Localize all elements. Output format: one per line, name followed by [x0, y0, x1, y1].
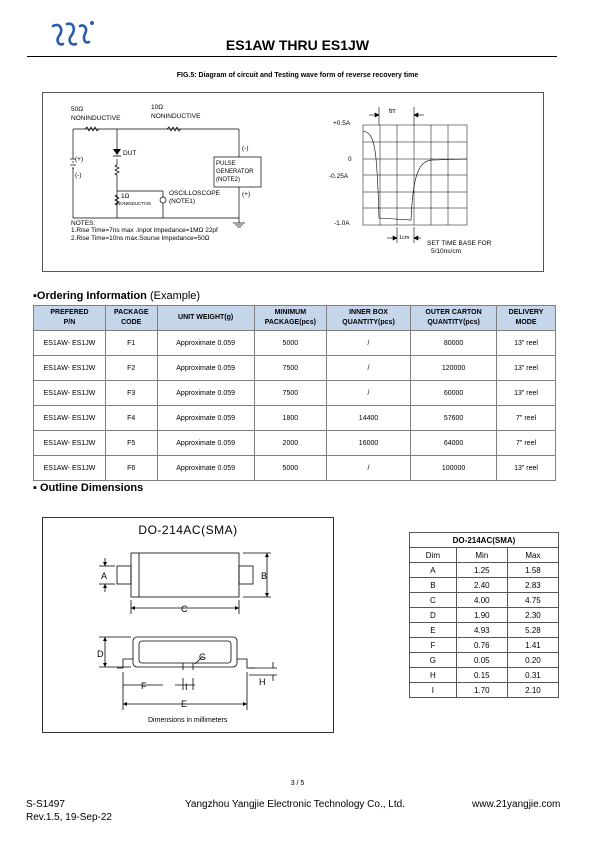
dimensions-table [409, 532, 559, 698]
cell-weight: Approximate 0.059 [157, 431, 254, 456]
cell-code: F3 [105, 381, 157, 406]
cell-min-pkg: 5000 [254, 456, 326, 481]
header-unit-weight: UNIT WEIGHT(g) [157, 306, 254, 331]
table-row [34, 356, 556, 381]
cell-delivery: 13" reel [497, 331, 556, 356]
plus-pg-label: (+) [242, 191, 251, 198]
cell-outer-carton: 60000 [411, 381, 497, 406]
dims-header-dim: Dim [410, 548, 457, 563]
cell-code: F4 [105, 406, 157, 431]
plus-left-label: (+) [75, 156, 84, 163]
note-2: 2.Rise Time=10ns max.Sourse Impedance=50Ω [71, 235, 210, 242]
table-row [34, 431, 556, 456]
ordering-table [33, 305, 556, 481]
cell-outer-carton: 57600 [411, 406, 497, 431]
table-row [410, 683, 559, 698]
y-label-pos05: +0.5A [333, 120, 351, 127]
trr-label: trr [389, 108, 396, 115]
cell-pn: ES1AW- ES1JW [34, 331, 106, 356]
min-cell: 0.15 [456, 668, 507, 683]
ordering-title-normal: (Example) [146, 290, 201, 302]
dim-cell: C [410, 593, 457, 608]
website-link[interactable]: www.21yangjie.com [472, 799, 561, 810]
max-cell: 5.28 [507, 623, 558, 638]
cell-pn: ES1AW- ES1JW [34, 456, 106, 481]
cell-inner-box: / [326, 356, 410, 381]
dims-caption-row [410, 533, 559, 548]
cell-weight: Approximate 0.059 [157, 381, 254, 406]
header-minimum-package: MINIMUM PACKAGE(pcs) [254, 306, 326, 331]
dim-label-e: E [181, 699, 188, 709]
r1-label: NONINDUCTIVE [71, 115, 121, 122]
dut-label: DUT [123, 150, 137, 157]
dims-header-min: Min [456, 548, 507, 563]
note-1: 1.Rise Time=7ns max .Inpot Impedance=1MΩ 22pf [71, 227, 218, 234]
min-cell: 1.70 [456, 683, 507, 698]
cell-pn: ES1AW- ES1JW [34, 356, 106, 381]
table-row [410, 608, 559, 623]
dim-cell: F [410, 638, 457, 653]
dim-cell: I [410, 683, 457, 698]
cell-delivery: 7" reel [497, 431, 556, 456]
page-number: 3 / 5 [290, 780, 305, 787]
max-cell: 4.75 [507, 593, 558, 608]
dims-header-row [410, 548, 559, 563]
notes-title: NOTES: [71, 220, 96, 227]
dim-cell: E [410, 623, 457, 638]
table-row [410, 593, 559, 608]
company-name: Yangzhou Yangjie Electronic Technology Co., Ltd. [185, 799, 405, 810]
dim-cell: H [410, 668, 457, 683]
table-row [410, 653, 559, 668]
outline-section-title [33, 482, 143, 494]
table-row [34, 381, 556, 406]
header-delivery-mode: DELIVERY MODE [497, 306, 556, 331]
max-cell: 1.58 [507, 563, 558, 578]
cell-weight: Approximate 0.059 [157, 331, 254, 356]
max-cell: 2.83 [507, 578, 558, 593]
table-row [410, 638, 559, 653]
r1-value: 50Ω [71, 106, 84, 113]
dim-label-i: I [185, 682, 188, 692]
cell-inner-box: 14400 [326, 406, 410, 431]
dim-label-d: D [97, 649, 104, 659]
min-cell: 2.40 [456, 578, 507, 593]
cell-pn: ES1AW- ES1JW [34, 381, 106, 406]
y-label-zero: 0 [348, 156, 352, 163]
dims-caption: DO-214AC(SMA) [410, 533, 559, 548]
cell-outer-carton: 120000 [411, 356, 497, 381]
ordering-bullet: ▪ [33, 290, 37, 302]
cell-outer-carton: 80000 [411, 331, 497, 356]
timebase-line1: SET TIME BASE FOR [427, 240, 492, 247]
max-cell: 0.20 [507, 653, 558, 668]
trr-circuit-diagram [43, 93, 543, 271]
table-row [410, 623, 559, 638]
min-cell: 4.93 [456, 623, 507, 638]
max-cell: 2.10 [507, 683, 558, 698]
cell-weight: Approximate 0.059 [157, 406, 254, 431]
ordering-header-row [34, 306, 556, 331]
table-row [410, 668, 559, 683]
document-title: ES1AW THRU ES1JW [225, 37, 370, 53]
r2-label: NONINDUCTIVE [151, 113, 201, 120]
cell-inner-box: 16000 [326, 431, 410, 456]
dim-cell: A [410, 563, 457, 578]
cell-outer-carton: 64000 [411, 431, 497, 456]
table-row [410, 563, 559, 578]
cell-delivery: 13" reel [497, 356, 556, 381]
cell-min-pkg: 2000 [254, 431, 326, 456]
cell-pn: ES1AW- ES1JW [34, 406, 106, 431]
scale-1cm: 1cm [399, 235, 410, 241]
table-row [34, 456, 556, 481]
dims-header-max: Max [507, 548, 558, 563]
dim-label-g: G [199, 652, 207, 662]
figure-caption: FIG.5: Diagram of circuit and Testing wave form of reverse recovery time [176, 72, 419, 79]
units-note: Dimensions in millimeters [148, 717, 228, 724]
pg-line1: PULSE [216, 161, 236, 167]
osc-line2: (NOTE1) [169, 198, 195, 205]
cell-inner-box: / [326, 456, 410, 481]
r3-value: 1Ω [121, 193, 130, 200]
header-package-code: PACKAGE CODE [105, 306, 157, 331]
header-divider [27, 56, 557, 57]
outline-bullet: ▪ [33, 482, 40, 494]
table-row [34, 406, 556, 431]
cell-outer-carton: 100000 [411, 456, 497, 481]
pg-line2: GENERATOR [216, 169, 254, 175]
minus-left-label: (-) [75, 172, 82, 179]
cell-weight: Approximate 0.059 [157, 456, 254, 481]
max-cell: 2.30 [507, 608, 558, 623]
min-cell: 1.25 [456, 563, 507, 578]
cell-code: F6 [105, 456, 157, 481]
cell-pn: ES1AW- ES1JW [34, 431, 106, 456]
cell-inner-box: / [326, 381, 410, 406]
max-cell: 1.41 [507, 638, 558, 653]
timebase-line2: 5/10ns/cm [431, 248, 461, 255]
min-cell: 0.05 [456, 653, 507, 668]
ordering-section-title [33, 290, 200, 302]
header-inner-box: INNER BOX QUANTITY(pcs) [326, 306, 410, 331]
cell-code: F2 [105, 356, 157, 381]
outline-title: Outline Dimensions [39, 482, 144, 494]
osc-line1: OSCILLOSCOPE [169, 190, 220, 197]
dim-label-b: B [261, 571, 268, 581]
min-cell: 0.76 [456, 638, 507, 653]
cell-delivery: 7" reel [497, 406, 556, 431]
header-outer-carton: OUTER CARTON QUANTITY(pcs) [411, 306, 497, 331]
cell-min-pkg: 1800 [254, 406, 326, 431]
cell-min-pkg: 7500 [254, 381, 326, 406]
figure-frame [42, 92, 544, 272]
dim-label-a: A [101, 571, 108, 581]
cell-min-pkg: 5000 [254, 331, 326, 356]
y-label-neg025: -0.25A [329, 173, 349, 180]
dim-cell: B [410, 578, 457, 593]
dim-label-h: H [259, 677, 266, 687]
package-outline-drawing [42, 517, 334, 733]
dim-label-c: C [181, 604, 188, 614]
ordering-title-bold: Ordering Information [36, 290, 147, 302]
header-prefered-pn: PREFERED P/N [34, 306, 106, 331]
pg-line3: (NOTE2) [216, 177, 240, 183]
cell-inner-box: / [326, 331, 410, 356]
min-cell: 4.00 [456, 593, 507, 608]
table-row [34, 331, 556, 356]
package-name: DO-214AC(SMA) [138, 523, 238, 537]
cell-code: F1 [105, 331, 157, 356]
document-number: S-S1497 [26, 799, 65, 810]
dim-cell: G [410, 653, 457, 668]
dim-cell: D [410, 608, 457, 623]
y-label-neg10: -1.0A [334, 220, 350, 227]
cell-min-pkg: 7500 [254, 356, 326, 381]
dim-label-f: F [141, 681, 147, 691]
r2-value: 10Ω [151, 104, 164, 111]
revision-date: Rev.1.5, 19-Sep-22 [26, 812, 112, 823]
table-row [410, 578, 559, 593]
cell-weight: Approximate 0.059 [157, 356, 254, 381]
r3-label: NONINDUCTIVE [117, 201, 152, 206]
max-cell: 0.31 [507, 668, 558, 683]
cell-delivery: 13" reel [497, 456, 556, 481]
minus-pg-label: (-) [242, 145, 249, 152]
cell-delivery: 13" reel [497, 381, 556, 406]
min-cell: 1.90 [456, 608, 507, 623]
cell-code: F5 [105, 431, 157, 456]
sma-package-drawing [43, 518, 333, 732]
